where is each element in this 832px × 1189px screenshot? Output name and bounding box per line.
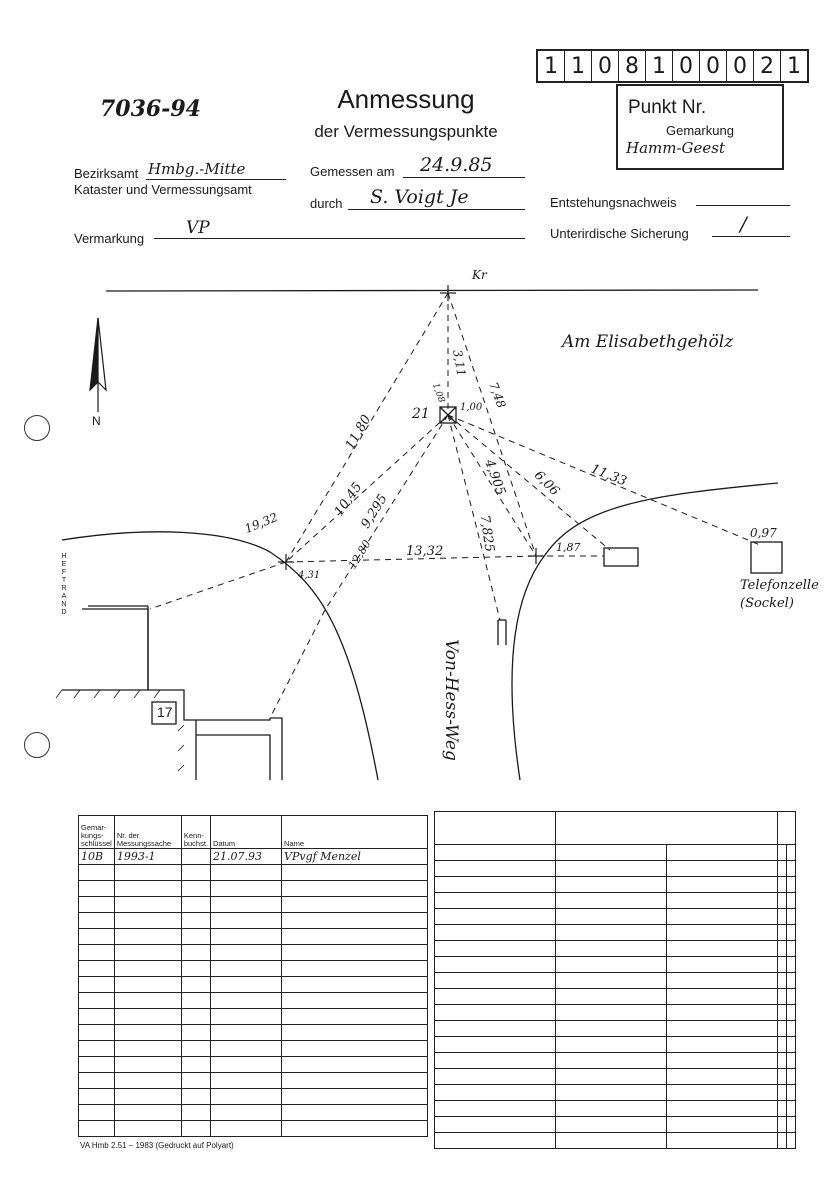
kr-label: Kr: [472, 268, 487, 282]
table-row: [79, 897, 428, 913]
building-left: [62, 609, 196, 780]
punkt-digit: 1: [787, 53, 801, 79]
curb-left: [62, 532, 378, 780]
col-header: Nr. der Messungssache: [114, 816, 181, 849]
measurement-label: 19,32: [242, 510, 280, 536]
punkt-digit: 0: [592, 51, 619, 81]
col-header: Kenn-buchst.: [181, 816, 210, 849]
measurement-label: 11,80: [342, 412, 375, 453]
table-row: [435, 1133, 796, 1149]
col-header: Gemar-kungs-schlüssel: [79, 816, 115, 849]
measurement-label: 11,33: [588, 461, 629, 490]
table-row: [79, 1009, 428, 1025]
table-row: [435, 989, 796, 1005]
sicherung-label: Unterirdische Sicherung: [550, 226, 689, 241]
punkt-digit: 1: [646, 51, 673, 81]
street-line: [106, 290, 758, 291]
entstehung-label: Entstehungsnachweis: [550, 195, 677, 210]
telefon-label: Telefonzelle: [740, 578, 819, 593]
telefon-box: [751, 542, 782, 573]
table-row: [435, 1117, 796, 1133]
kataster-label: Kataster und Vermessungsamt: [74, 182, 252, 197]
reference-number: 7036-94: [100, 96, 201, 122]
table-row: [79, 1105, 428, 1121]
table-row: [79, 993, 428, 1009]
vermarkung-value: VP: [186, 218, 210, 238]
house-number: 17: [157, 704, 173, 720]
table-row: [435, 861, 796, 877]
punkt-digit: 0: [727, 51, 754, 81]
punkt-digit: 0: [673, 51, 700, 81]
table-row: [79, 1025, 428, 1041]
measurement-label: 9,295: [358, 491, 391, 532]
table-row: [79, 1057, 428, 1073]
street-label-vonhess: Von-Hess-Weg: [440, 639, 461, 761]
table-row: [435, 957, 796, 973]
table-row: [79, 1041, 428, 1057]
north-arrow: [90, 318, 106, 412]
table-row: 10B 1993-1 21.07.93 VPvgf Menzel: [79, 849, 428, 865]
punkt-number-box: [536, 49, 809, 83]
measurement-label: 6,06: [530, 467, 563, 500]
table-row: [435, 925, 796, 941]
table-row: [79, 881, 428, 897]
record-table-right: [434, 811, 796, 1149]
measurement-label: 10,45: [331, 479, 366, 520]
measurement-label: 4,905: [481, 457, 509, 498]
table-row: [435, 1101, 796, 1117]
table-row: [435, 1085, 796, 1101]
measurement-label: 1,08: [429, 381, 447, 405]
form-subtitle: der Vermessungspunkte: [314, 122, 498, 141]
table-row: [435, 973, 796, 989]
measurement-label: 1,00: [460, 402, 483, 413]
table-row: [435, 1053, 796, 1069]
measurement-label: 3,11: [450, 348, 469, 378]
vermarkung-label: Vermarkung: [74, 231, 145, 246]
table-row: [435, 845, 796, 861]
col-header: Name: [282, 816, 428, 849]
gemessen-value: 24.9.85: [420, 154, 493, 176]
durch-label: durch: [310, 196, 343, 211]
measurement-label: 13,32: [406, 544, 444, 559]
table-row: [435, 1021, 796, 1037]
punkt-digit: 2: [754, 51, 781, 81]
curb-right: [512, 483, 778, 780]
table-row: [435, 893, 796, 909]
table-row: [79, 961, 428, 977]
table-row: [79, 865, 428, 881]
table-row: [435, 1005, 796, 1021]
table-row: [79, 1089, 428, 1105]
measurement-label: 0,97: [750, 526, 777, 540]
table-row: [79, 929, 428, 945]
punkt-digit: 1: [538, 51, 565, 81]
table-row: [79, 1121, 428, 1137]
punkt-label: Punkt Nr.: [628, 97, 707, 118]
punkt-digit: 1: [565, 51, 592, 81]
table-row: [435, 909, 796, 925]
street-label-elisabeth: Am Elisabethgehölz: [562, 332, 734, 352]
table-row: [435, 1069, 796, 1085]
north-label: N: [92, 414, 101, 428]
table-row: [435, 877, 796, 893]
form-footer: VA Hmb 2.51 – 1983 (Gedruckt auf Polyart): [80, 1141, 234, 1150]
measurement-label: 7,48: [486, 380, 509, 410]
sockel-label: (Sockel): [740, 596, 794, 611]
table-row: [79, 945, 428, 961]
table-row: [435, 1037, 796, 1053]
table-row: [79, 1073, 428, 1089]
point-21-label: 21: [412, 406, 430, 422]
marker-box-right: [604, 548, 638, 566]
gemarkung-label: Gemarkung: [666, 123, 734, 138]
table-row: [79, 977, 428, 993]
table-row: [435, 941, 796, 957]
measurement-label: 12,80: [345, 537, 374, 572]
bezirksamt-label: Bezirksamt: [74, 166, 139, 181]
bezirksamt-value: Hmbg.-Mitte: [148, 160, 246, 178]
table-row: [79, 913, 428, 929]
punkt-digit: 0: [700, 51, 727, 81]
gemarkung-value: Hamm-Geest: [626, 139, 726, 157]
record-table-left: [78, 815, 428, 1137]
durch-value: S. Voigt Je: [370, 186, 469, 208]
measurement-label: 1,87: [556, 541, 581, 554]
form-title: Anmessung: [337, 84, 475, 114]
punkt-digit: 8: [619, 51, 646, 81]
gemessen-label: Gemessen am: [310, 164, 395, 179]
col-header: Datum: [211, 816, 282, 849]
measurement-label: 4,31: [298, 570, 321, 581]
measurement-label: 7,825: [476, 514, 497, 553]
punkt-box: [616, 84, 784, 170]
sicherung-value: /: [740, 212, 747, 236]
heftrand-label: H E F T R A N D: [61, 553, 67, 616]
